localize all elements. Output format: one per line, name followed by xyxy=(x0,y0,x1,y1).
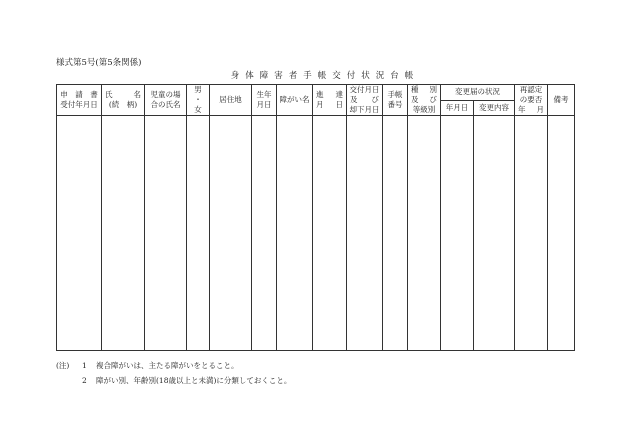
header-line: 変更内容 xyxy=(479,102,509,112)
form-number: 様式第5号(第5条関係) xyxy=(56,58,142,68)
cell-birth-date xyxy=(252,116,277,351)
header-char: び xyxy=(429,95,437,104)
header-char: 年 xyxy=(518,105,526,114)
header-line xyxy=(313,100,346,110)
header-line xyxy=(515,105,547,115)
note-item xyxy=(56,373,291,388)
header-residence xyxy=(210,85,252,116)
note-number: 1 xyxy=(82,361,87,370)
header-transmittal-date xyxy=(313,85,347,116)
header-line xyxy=(313,90,346,100)
header-line: 再認定 xyxy=(519,85,543,94)
header-line: 障がい名 xyxy=(279,95,310,104)
header-char: 別 xyxy=(429,85,437,94)
header-line: 女 xyxy=(194,105,202,114)
table-row xyxy=(57,116,575,351)
header-line xyxy=(408,85,440,95)
header-line: 等級別 xyxy=(412,105,436,114)
header-char: 氏 xyxy=(105,90,113,99)
header-line: 交付月日 xyxy=(349,85,380,94)
header-char: 日 xyxy=(335,100,343,109)
header-line: 受付年月日 xyxy=(60,100,98,109)
header-char: 及 xyxy=(411,95,419,104)
header-change-date xyxy=(441,100,474,116)
notes-label: (注) xyxy=(56,361,70,370)
cell-recertification xyxy=(515,116,548,351)
header-line xyxy=(408,95,440,105)
ledger-title: 身体障害者手帳交付状況台帳 xyxy=(230,71,420,81)
header-line: 番号 xyxy=(387,100,403,109)
header-type-grade xyxy=(408,85,441,116)
header-line: 合の氏名 xyxy=(150,100,181,109)
notes xyxy=(56,358,291,388)
header-char: 月 xyxy=(316,100,324,109)
header-name-relation xyxy=(102,85,145,116)
header-line: 変更届の状況 xyxy=(455,87,500,97)
header-line: 年月日 xyxy=(445,102,469,112)
cell-issue-rejection-date xyxy=(347,116,383,351)
header-line: (続 柄) xyxy=(108,100,138,109)
header-line: 生年 xyxy=(256,90,272,99)
header-line: 月日 xyxy=(256,100,272,109)
cell-change-content xyxy=(474,116,515,351)
header-gender xyxy=(187,85,210,116)
header-line: 却下月日 xyxy=(349,105,380,114)
cell-gender xyxy=(187,116,210,351)
header-line xyxy=(347,95,382,105)
header-handbook-number xyxy=(383,85,408,116)
header-child-name xyxy=(145,85,187,116)
header-char: 進 xyxy=(316,90,324,99)
note-item xyxy=(56,358,291,373)
header-birth-date xyxy=(252,85,277,116)
header-recertification xyxy=(515,85,548,116)
note-text: 複合障がいは、主たる障がいをとること。 xyxy=(96,361,239,370)
cell-name-relation xyxy=(102,116,145,351)
note-number: 2 xyxy=(82,376,87,385)
ledger-table xyxy=(56,84,575,351)
header-change-content xyxy=(474,100,515,116)
header-char: 達 xyxy=(335,90,343,99)
note-text: 障がい別、年齢別(18歳以上と未満)に分類しておくこと。 xyxy=(96,376,292,385)
header-disability-name xyxy=(277,85,313,116)
cell-child-name xyxy=(145,116,187,351)
header-line: 居住地 xyxy=(219,95,242,104)
header-char: 月 xyxy=(536,105,544,114)
header-line: ・ xyxy=(194,95,202,104)
header-issue-rejection-date xyxy=(347,85,383,116)
header-line xyxy=(102,90,144,100)
header-line: 手帳 xyxy=(387,90,403,99)
header-char: 名 xyxy=(133,90,141,99)
header-line: の要否 xyxy=(519,95,543,104)
header-line: 備考 xyxy=(553,95,569,104)
cell-handbook-number xyxy=(383,116,408,351)
header-line: 男 xyxy=(194,85,202,94)
header-remarks xyxy=(548,85,575,116)
header-char: び xyxy=(371,95,379,104)
header-line: 申 請 書 xyxy=(60,90,98,99)
header-char: 種 xyxy=(411,85,419,94)
cell-type-grade xyxy=(408,116,441,351)
header-line: 児童の場 xyxy=(150,90,181,99)
header-change-notice-group xyxy=(441,85,515,101)
cell-disability-name xyxy=(277,116,313,351)
note-indent xyxy=(56,373,82,388)
header-application-date xyxy=(57,85,102,116)
cell-change-date xyxy=(441,116,474,351)
cell-remarks xyxy=(548,116,575,351)
cell-transmittal-date xyxy=(313,116,347,351)
cell-residence xyxy=(210,116,252,351)
cell-application-date xyxy=(57,116,102,351)
header-char: 及 xyxy=(350,95,358,104)
